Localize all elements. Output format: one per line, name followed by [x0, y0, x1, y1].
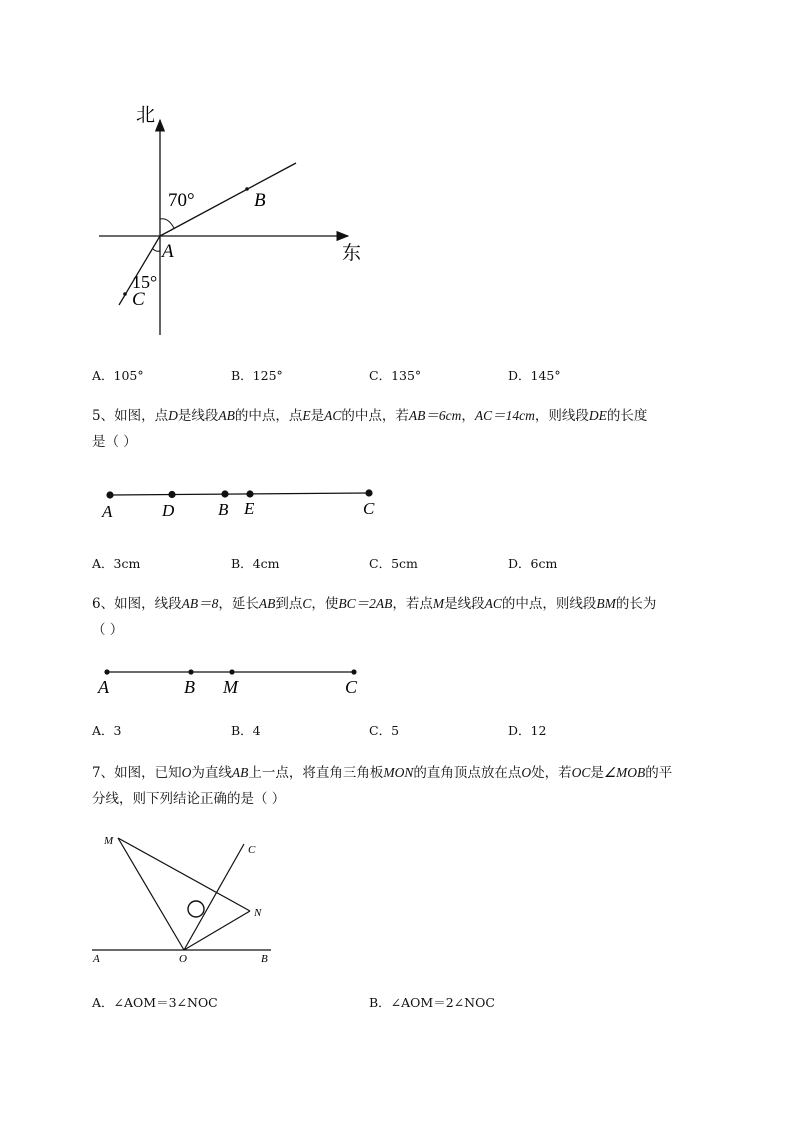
label-b: B	[218, 500, 229, 519]
label-c: C	[363, 499, 375, 518]
angle-15-label: 15°	[132, 272, 158, 292]
point-c	[365, 489, 372, 496]
set-square-hole	[188, 901, 204, 917]
point-b	[245, 187, 249, 191]
label-a: A	[98, 677, 109, 697]
label-c: C	[132, 289, 145, 310]
side-om	[118, 838, 184, 950]
q6-option-d[interactable]: D．12	[508, 723, 547, 738]
q6-option-a[interactable]: A．3	[92, 723, 122, 738]
label-a: A	[102, 502, 113, 521]
label-m: M	[104, 835, 114, 847]
ray-oc	[184, 844, 244, 950]
point-a	[104, 669, 109, 674]
east-label: 东	[342, 242, 362, 264]
point-e	[246, 490, 253, 497]
q4-option-a[interactable]: A．105°	[92, 368, 144, 383]
point-b	[221, 490, 228, 497]
segment-ac	[110, 493, 369, 495]
q4-option-b[interactable]: B．125°	[231, 368, 283, 383]
q6-stem-line1: 6、如图，线段AB＝8，延长AB到点C，使BC＝2AB，若点M是线段AC的中点，则线段BM的长为	[92, 596, 657, 612]
q4-option-d[interactable]: D．145°	[508, 368, 561, 383]
label-o: O	[179, 953, 187, 965]
label-c: C	[345, 677, 358, 697]
label-m: M	[223, 677, 238, 697]
label-b: B	[261, 953, 268, 965]
angle-70-label: 70°	[168, 190, 195, 211]
point-a	[106, 491, 113, 498]
label-b: B	[254, 190, 266, 211]
q4-compass-figure	[90, 95, 380, 345]
q5-option-d[interactable]: D．6cm	[508, 556, 558, 571]
label-b: B	[184, 677, 195, 697]
north-label: 北	[136, 104, 156, 126]
q6-segment-figure	[95, 660, 375, 705]
q5-option-a[interactable]: A．3cm	[92, 556, 141, 571]
label-a: A	[93, 953, 100, 965]
q6-option-b[interactable]: B．4	[231, 723, 261, 738]
label-d: D	[162, 501, 175, 520]
q7-option-a[interactable]: A．∠AOM＝3∠NOC	[92, 995, 218, 1010]
q7-stem-line1: 7、如图，已知O为直线AB上一点，将直角三角板MON的直角顶点放在点O处，若OC是∠MOB的平	[92, 765, 673, 781]
angle-70-arc	[160, 219, 174, 228]
q5-option-b[interactable]: B．4cm	[231, 556, 280, 571]
q6-stem-line2: （ ）	[92, 622, 124, 638]
q5-stem-line2: 是（ ）	[92, 434, 137, 450]
q5-option-c[interactable]: C．5cm	[369, 556, 418, 571]
q7-stem-line2: 分线，则下列结论正确的是（ ）	[92, 791, 286, 807]
point-b	[188, 669, 193, 674]
q5-stem-line1: 5、如图，点D是线段AB的中点，点E是AC的中点，若AB＝6cm，AC＝14cm，则线段DE的长度	[92, 408, 648, 424]
label-a: A	[162, 241, 174, 262]
q5-segment-figure	[95, 480, 395, 530]
label-c: C	[248, 844, 256, 856]
point-m	[229, 669, 234, 674]
point-d	[168, 491, 175, 498]
q4-option-c[interactable]: C．135°	[369, 368, 422, 383]
q7-option-b[interactable]: B．∠AOM＝2∠NOC	[369, 995, 495, 1010]
label-n: N	[254, 907, 262, 919]
side-mn	[118, 838, 250, 911]
label-e: E	[244, 499, 255, 518]
point-c	[123, 292, 127, 296]
angle-15-arc	[153, 249, 160, 251]
q6-option-c[interactable]: C．5	[369, 723, 400, 738]
q7-triangle-figure	[88, 828, 288, 968]
point-c	[351, 669, 356, 674]
